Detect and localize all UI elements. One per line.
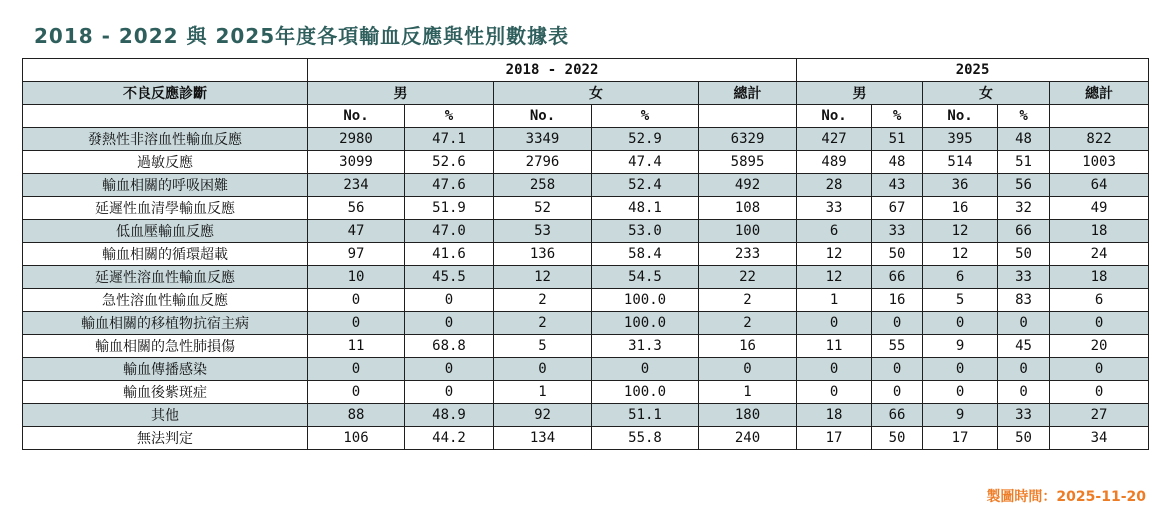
table-cell: 2 (699, 289, 797, 312)
table-cell: 0 (923, 312, 998, 335)
table-cell: 1003 (1050, 151, 1149, 174)
table-row (23, 381, 1149, 404)
table-cell: 33 (998, 404, 1050, 427)
female-header-p1: 女 (494, 82, 699, 105)
table-cell: 106 (308, 427, 405, 450)
table-cell: 51.9 (405, 197, 494, 220)
row-label: 輸血後紫斑症 (23, 381, 308, 404)
table-cell: 18 (1050, 220, 1149, 243)
table-cell: 18 (1050, 266, 1149, 289)
table-cell: 0 (923, 381, 998, 404)
table-cell: 514 (923, 151, 998, 174)
male-header-p2: 男 (797, 82, 923, 105)
table-cell: 47.4 (592, 151, 699, 174)
table-cell: 0 (1050, 312, 1149, 335)
table-cell: 395 (923, 128, 998, 151)
row-label: 發熱性非溶血性輸血反應 (23, 128, 308, 151)
table-cell: 97 (308, 243, 405, 266)
data-table (22, 58, 1149, 450)
table-cell: 48.1 (592, 197, 699, 220)
table-cell: 27 (1050, 404, 1149, 427)
sub-blank (1050, 105, 1149, 128)
table-cell: 427 (797, 128, 872, 151)
chart-date: 製圖時間：2025-11-20 (986, 489, 1146, 505)
table-cell: 56 (998, 174, 1050, 197)
table-cell: 180 (699, 404, 797, 427)
table-cell: 66 (872, 404, 923, 427)
table-cell: 0 (405, 289, 494, 312)
diagnosis-header: 不良反應診斷 (23, 82, 308, 105)
table-cell: 2796 (494, 151, 592, 174)
total-header-p2: 總計 (1050, 82, 1149, 105)
table-cell: 0 (308, 289, 405, 312)
table-cell: 16 (923, 197, 998, 220)
table-cell: 55.8 (592, 427, 699, 450)
table-cell: 0 (872, 358, 923, 381)
table-cell: 3099 (308, 151, 405, 174)
row-label: 急性溶血性輸血反應 (23, 289, 308, 312)
table-cell: 54.5 (592, 266, 699, 289)
table-row (23, 358, 1149, 381)
table-cell: 20 (1050, 335, 1149, 358)
table-cell: 22 (699, 266, 797, 289)
table-cell: 34 (1050, 427, 1149, 450)
no-header: No. (494, 105, 592, 128)
table-cell: 51 (998, 151, 1050, 174)
table-cell: 11 (797, 335, 872, 358)
table-cell: 12 (923, 220, 998, 243)
row-label: 輸血相關的呼吸困難 (23, 174, 308, 197)
row-label: 輸血傳播感染 (23, 358, 308, 381)
table-cell: 48.9 (405, 404, 494, 427)
table-cell: 240 (699, 427, 797, 450)
table-cell: 67 (872, 197, 923, 220)
table-cell: 0 (699, 358, 797, 381)
table-cell: 6329 (699, 128, 797, 151)
pct-header: % (998, 105, 1050, 128)
table-cell: 5 (494, 335, 592, 358)
female-header-p2: 女 (923, 82, 1050, 105)
table-cell: 83 (998, 289, 1050, 312)
sub-blank (699, 105, 797, 128)
row-label: 過敏反應 (23, 151, 308, 174)
table-cell: 52.6 (405, 151, 494, 174)
table-cell: 0 (1050, 358, 1149, 381)
table-cell: 0 (405, 381, 494, 404)
table-cell: 0 (405, 312, 494, 335)
total-header-p1: 總計 (699, 82, 797, 105)
table-cell: 12 (923, 243, 998, 266)
table-cell: 17 (797, 427, 872, 450)
table-cell: 6 (1050, 289, 1149, 312)
table-cell: 36 (923, 174, 998, 197)
table-cell: 45 (998, 335, 1050, 358)
table-row (23, 243, 1149, 266)
period-header-2018-2022: 2018 - 2022 (308, 59, 797, 82)
male-header-p1: 男 (308, 82, 494, 105)
table-cell: 56 (308, 197, 405, 220)
table-cell: 17 (923, 427, 998, 450)
table-cell: 2 (494, 312, 592, 335)
sub-blank (23, 105, 308, 128)
table-cell: 0 (872, 381, 923, 404)
pct-header: % (405, 105, 494, 128)
table-cell: 100.0 (592, 381, 699, 404)
no-header: No. (923, 105, 998, 128)
table-cell: 11 (308, 335, 405, 358)
table-cell: 66 (998, 220, 1050, 243)
table-cell: 58.4 (592, 243, 699, 266)
table-cell: 234 (308, 174, 405, 197)
row-label: 輸血相關的循環超載 (23, 243, 308, 266)
table-row (23, 312, 1149, 335)
table-row (23, 197, 1149, 220)
table-cell: 92 (494, 404, 592, 427)
table-cell: 47.6 (405, 174, 494, 197)
table-cell: 33 (797, 197, 872, 220)
table-cell: 44.2 (405, 427, 494, 450)
table-cell: 68.8 (405, 335, 494, 358)
table-cell: 134 (494, 427, 592, 450)
row-label: 無法判定 (23, 427, 308, 450)
table-cell: 1 (699, 381, 797, 404)
table-cell: 9 (923, 404, 998, 427)
table-cell: 18 (797, 404, 872, 427)
table-cell: 16 (699, 335, 797, 358)
table-cell: 16 (872, 289, 923, 312)
table-cell: 12 (797, 266, 872, 289)
table-cell: 0 (1050, 381, 1149, 404)
table-cell: 3349 (494, 128, 592, 151)
table-cell: 0 (797, 358, 872, 381)
table-cell: 50 (872, 243, 923, 266)
row-label: 輸血相關的急性肺損傷 (23, 335, 308, 358)
row-label: 其他 (23, 404, 308, 427)
table-cell: 258 (494, 174, 592, 197)
table-cell: 5 (923, 289, 998, 312)
table-cell: 43 (872, 174, 923, 197)
table-cell: 233 (699, 243, 797, 266)
period-header-2025: 2025 (797, 59, 1149, 82)
no-header: No. (797, 105, 872, 128)
table-cell: 492 (699, 174, 797, 197)
table-cell: 48 (872, 151, 923, 174)
table-row (23, 220, 1149, 243)
table-cell: 50 (872, 427, 923, 450)
table-cell: 52 (494, 197, 592, 220)
pct-header: % (872, 105, 923, 128)
row-label: 延遲性血清學輸血反應 (23, 197, 308, 220)
table-cell: 10 (308, 266, 405, 289)
table-cell: 5895 (699, 151, 797, 174)
row-label: 低血壓輸血反應 (23, 220, 308, 243)
table-row (23, 174, 1149, 197)
table-cell: 100 (699, 220, 797, 243)
table-cell: 33 (998, 266, 1050, 289)
table-cell: 49 (1050, 197, 1149, 220)
table-cell: 53.0 (592, 220, 699, 243)
table-cell: 0 (998, 358, 1050, 381)
table-cell: 88 (308, 404, 405, 427)
table-cell: 47.1 (405, 128, 494, 151)
table-cell: 0 (923, 358, 998, 381)
table-cell: 53 (494, 220, 592, 243)
table-cell: 489 (797, 151, 872, 174)
table-cell: 1 (494, 381, 592, 404)
table-cell: 41.6 (405, 243, 494, 266)
header-blank (23, 59, 308, 82)
table-cell: 28 (797, 174, 872, 197)
table-row (23, 427, 1149, 450)
table-row (23, 289, 1149, 312)
table-row (23, 151, 1149, 174)
table-cell: 32 (998, 197, 1050, 220)
table-cell: 52.9 (592, 128, 699, 151)
table-cell: 2 (699, 312, 797, 335)
pct-header: % (592, 105, 699, 128)
table-cell: 66 (872, 266, 923, 289)
table-cell: 100.0 (592, 312, 699, 335)
table-row (23, 335, 1149, 358)
row-label: 延遲性溶血性輸血反應 (23, 266, 308, 289)
table-cell: 9 (923, 335, 998, 358)
table-cell: 6 (923, 266, 998, 289)
table-cell: 12 (494, 266, 592, 289)
table-row (23, 404, 1149, 427)
table-cell: 108 (699, 197, 797, 220)
table-cell: 822 (1050, 128, 1149, 151)
table-row (23, 266, 1149, 289)
table-cell: 47 (308, 220, 405, 243)
table-cell: 24 (1050, 243, 1149, 266)
table-cell: 12 (797, 243, 872, 266)
table-cell: 0 (872, 312, 923, 335)
page-title: 2018 - 2022 與 2025年度各項輸血反應與性別數據表 (34, 24, 570, 48)
table-cell: 0 (308, 381, 405, 404)
table-cell: 51.1 (592, 404, 699, 427)
table-cell: 50 (998, 427, 1050, 450)
table-cell: 0 (797, 312, 872, 335)
table-cell: 50 (998, 243, 1050, 266)
table-cell: 136 (494, 243, 592, 266)
table-cell: 1 (797, 289, 872, 312)
table-cell: 6 (797, 220, 872, 243)
table-cell: 48 (998, 128, 1050, 151)
table-cell: 45.5 (405, 266, 494, 289)
table-cell: 52.4 (592, 174, 699, 197)
table-row (23, 128, 1149, 151)
table-cell: 0 (998, 312, 1050, 335)
table-cell: 31.3 (592, 335, 699, 358)
table-cell: 64 (1050, 174, 1149, 197)
table-cell: 0 (308, 358, 405, 381)
table-cell: 0 (308, 312, 405, 335)
table-cell: 0 (494, 358, 592, 381)
table-cell: 2 (494, 289, 592, 312)
table-cell: 0 (998, 381, 1050, 404)
table-cell: 47.0 (405, 220, 494, 243)
table-cell: 2980 (308, 128, 405, 151)
table-cell: 51 (872, 128, 923, 151)
no-header: No. (308, 105, 405, 128)
table-cell: 100.0 (592, 289, 699, 312)
row-label: 輸血相關的移植物抗宿主病 (23, 312, 308, 335)
table-cell: 0 (797, 381, 872, 404)
table-cell: 55 (872, 335, 923, 358)
table-cell: 33 (872, 220, 923, 243)
table-cell: 0 (592, 358, 699, 381)
table-cell: 0 (405, 358, 494, 381)
